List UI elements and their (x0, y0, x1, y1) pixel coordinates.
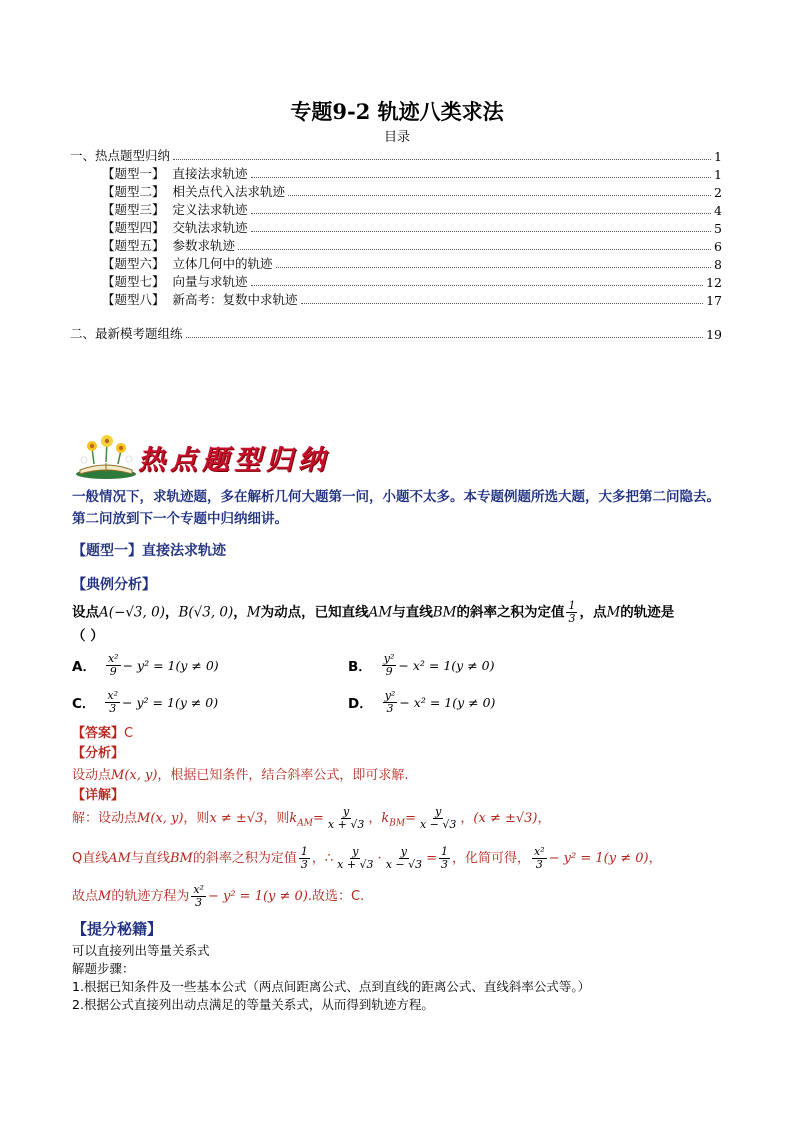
toc-entry-label: 【题型二】 相关点代入法求轨迹 (102, 184, 286, 199)
toc-entry[interactable] (102, 164, 722, 182)
section-title: 【题型一】直接法求轨迹 (72, 543, 226, 559)
detail-line-3: 故点M的轨迹方程为 $\frac{\text{x²}}{3}$ − y² = 1(y ≠ 0).故选：C. (72, 883, 365, 909)
question-text: 设点A(−√3, 0)，B(√3, 0)，M为动点，已知直线AM与直线BM的斜率之积为定值 $\frac{1}{3}$ ，点M的轨迹是 （ ） (72, 599, 675, 644)
tips-heading: 【提分秘籍】 (72, 920, 163, 938)
toc-entry[interactable] (102, 200, 722, 218)
option-c: C． $\frac{\text{x²}}{3}$ − y² = 1(y ≠ 0) (72, 688, 219, 715)
answer: 【答案】C (72, 726, 134, 741)
tips-line: 可以直接列出等量关系式 (72, 943, 210, 958)
toc-leader (186, 337, 704, 338)
detail-line-2: Q直线AM与直线BM的斜率之积为定值 $\frac{1}{3}$ ，∴ $\frac{y}{x + √3}$ · $\frac{y}{x - √3}$ = $\frac{1}{3}$ ，化简可得， $\frac{\text{x²}}{3}$ − y² = 1(y ≠ 0)， (72, 845, 662, 871)
toc-page-number: 2 (714, 185, 722, 200)
toc-entry-label: 【题型六】 立体几何中的轨迹 (102, 256, 273, 271)
tips-body (72, 942, 752, 1014)
toc-entry[interactable] (102, 236, 722, 254)
toc-leader (251, 213, 712, 214)
toc-heading: 目录 (383, 130, 410, 145)
analysis-text: 设动点M(x, y)，根据已知条件，结合斜率公式，即可求解. (72, 768, 409, 783)
banner-title: 热点题型归纳 (138, 445, 330, 476)
option-b: B． $\frac{\text{y²}}{9}$ − x² = 1(y ≠ 0) (348, 651, 495, 678)
tips-line: 1.根据已知条件及一些基本公式（两点间距离公式、点到直线的距离公式、直线斜率公式等。） (72, 979, 591, 994)
toc-entry-label: 【题型三】 定义法求轨迹 (102, 202, 248, 217)
toc-entry[interactable] (102, 254, 722, 272)
option-a: A． $\frac{\text{x²}}{9}$ − y² = 1(y ≠ 0) (72, 651, 219, 678)
toc-leader (251, 231, 712, 232)
fraction: $\frac{1}{3}$ (568, 599, 576, 625)
toc-page-number: 12 (706, 275, 722, 290)
page-title: 专题9-2 轨迹八类求法 (290, 99, 504, 124)
toc-entry[interactable] (70, 146, 722, 164)
toc-entry[interactable] (102, 290, 722, 308)
toc-entry-label: 一、热点题型归纳 (70, 148, 171, 163)
toc-leader (276, 267, 712, 268)
toc-leader (238, 249, 711, 250)
toc-entry[interactable] (102, 272, 722, 290)
toc-entry-label: 【题型七】 向量与求轨迹 (102, 274, 248, 289)
toc-entry-label: 【题型四】 交轨法求轨迹 (102, 220, 248, 235)
toc-entry[interactable] (70, 324, 722, 342)
toc-entry-label: 【题型五】 参数求轨迹 (102, 238, 236, 253)
tips-line: 2.根据公式直接列出动点满足的等量关系式，从而得到轨迹方程。 (72, 997, 434, 1012)
toc-page-number: 5 (714, 221, 722, 236)
tips-line: 解题步骤： (72, 961, 135, 976)
toc-entry-label: 二、最新模考题组练 (70, 326, 183, 341)
toc-page-number: 1 (714, 167, 722, 182)
detail-heading: 【详解】 (72, 788, 125, 803)
intro-paragraph: 一般情况下，求轨迹题，多在解析几何大题第一问，小题不太多。本专题例题所选大题，大多把第二问隐去。第二问放到下一个专题中归纳细讲。 (72, 489, 720, 527)
toc-leader (251, 285, 704, 286)
toc-page-number: 8 (714, 257, 722, 272)
option-d: D． $\frac{\text{y²}}{3}$ − x² = 1(y ≠ 0) (348, 688, 496, 715)
section-banner (74, 434, 334, 480)
book-flower-icon (74, 434, 138, 480)
toc-entry-label: 【题型一】 直接法求轨迹 (102, 166, 248, 181)
toc-leader (173, 159, 711, 160)
toc-page-number: 19 (706, 327, 722, 342)
toc-page-number: 6 (714, 239, 722, 254)
toc-entry-label: 【题型八】 新高考：复数中求轨迹 (102, 292, 298, 307)
toc-page-number: 1 (714, 149, 722, 164)
toc-leader (251, 177, 712, 178)
toc-leader (288, 195, 711, 196)
toc-leader (301, 303, 704, 304)
analysis-heading: 【分析】 (72, 746, 125, 761)
toc-page-number: 4 (714, 203, 722, 218)
toc-entry[interactable] (102, 182, 722, 200)
detail-line-1: 解：设动点M(x, y)，则x ≠ ±√3，则$k_{AM}=$ $\frac{y}{x + √3}$ ，$k_{BM}=$ $\frac{y}{x - √3}$ ，(x ≠ ±√3)， (72, 805, 551, 831)
toc-entry[interactable] (102, 218, 722, 236)
toc-page-number: 17 (706, 293, 722, 308)
example-heading: 【典例分析】 (72, 577, 156, 593)
